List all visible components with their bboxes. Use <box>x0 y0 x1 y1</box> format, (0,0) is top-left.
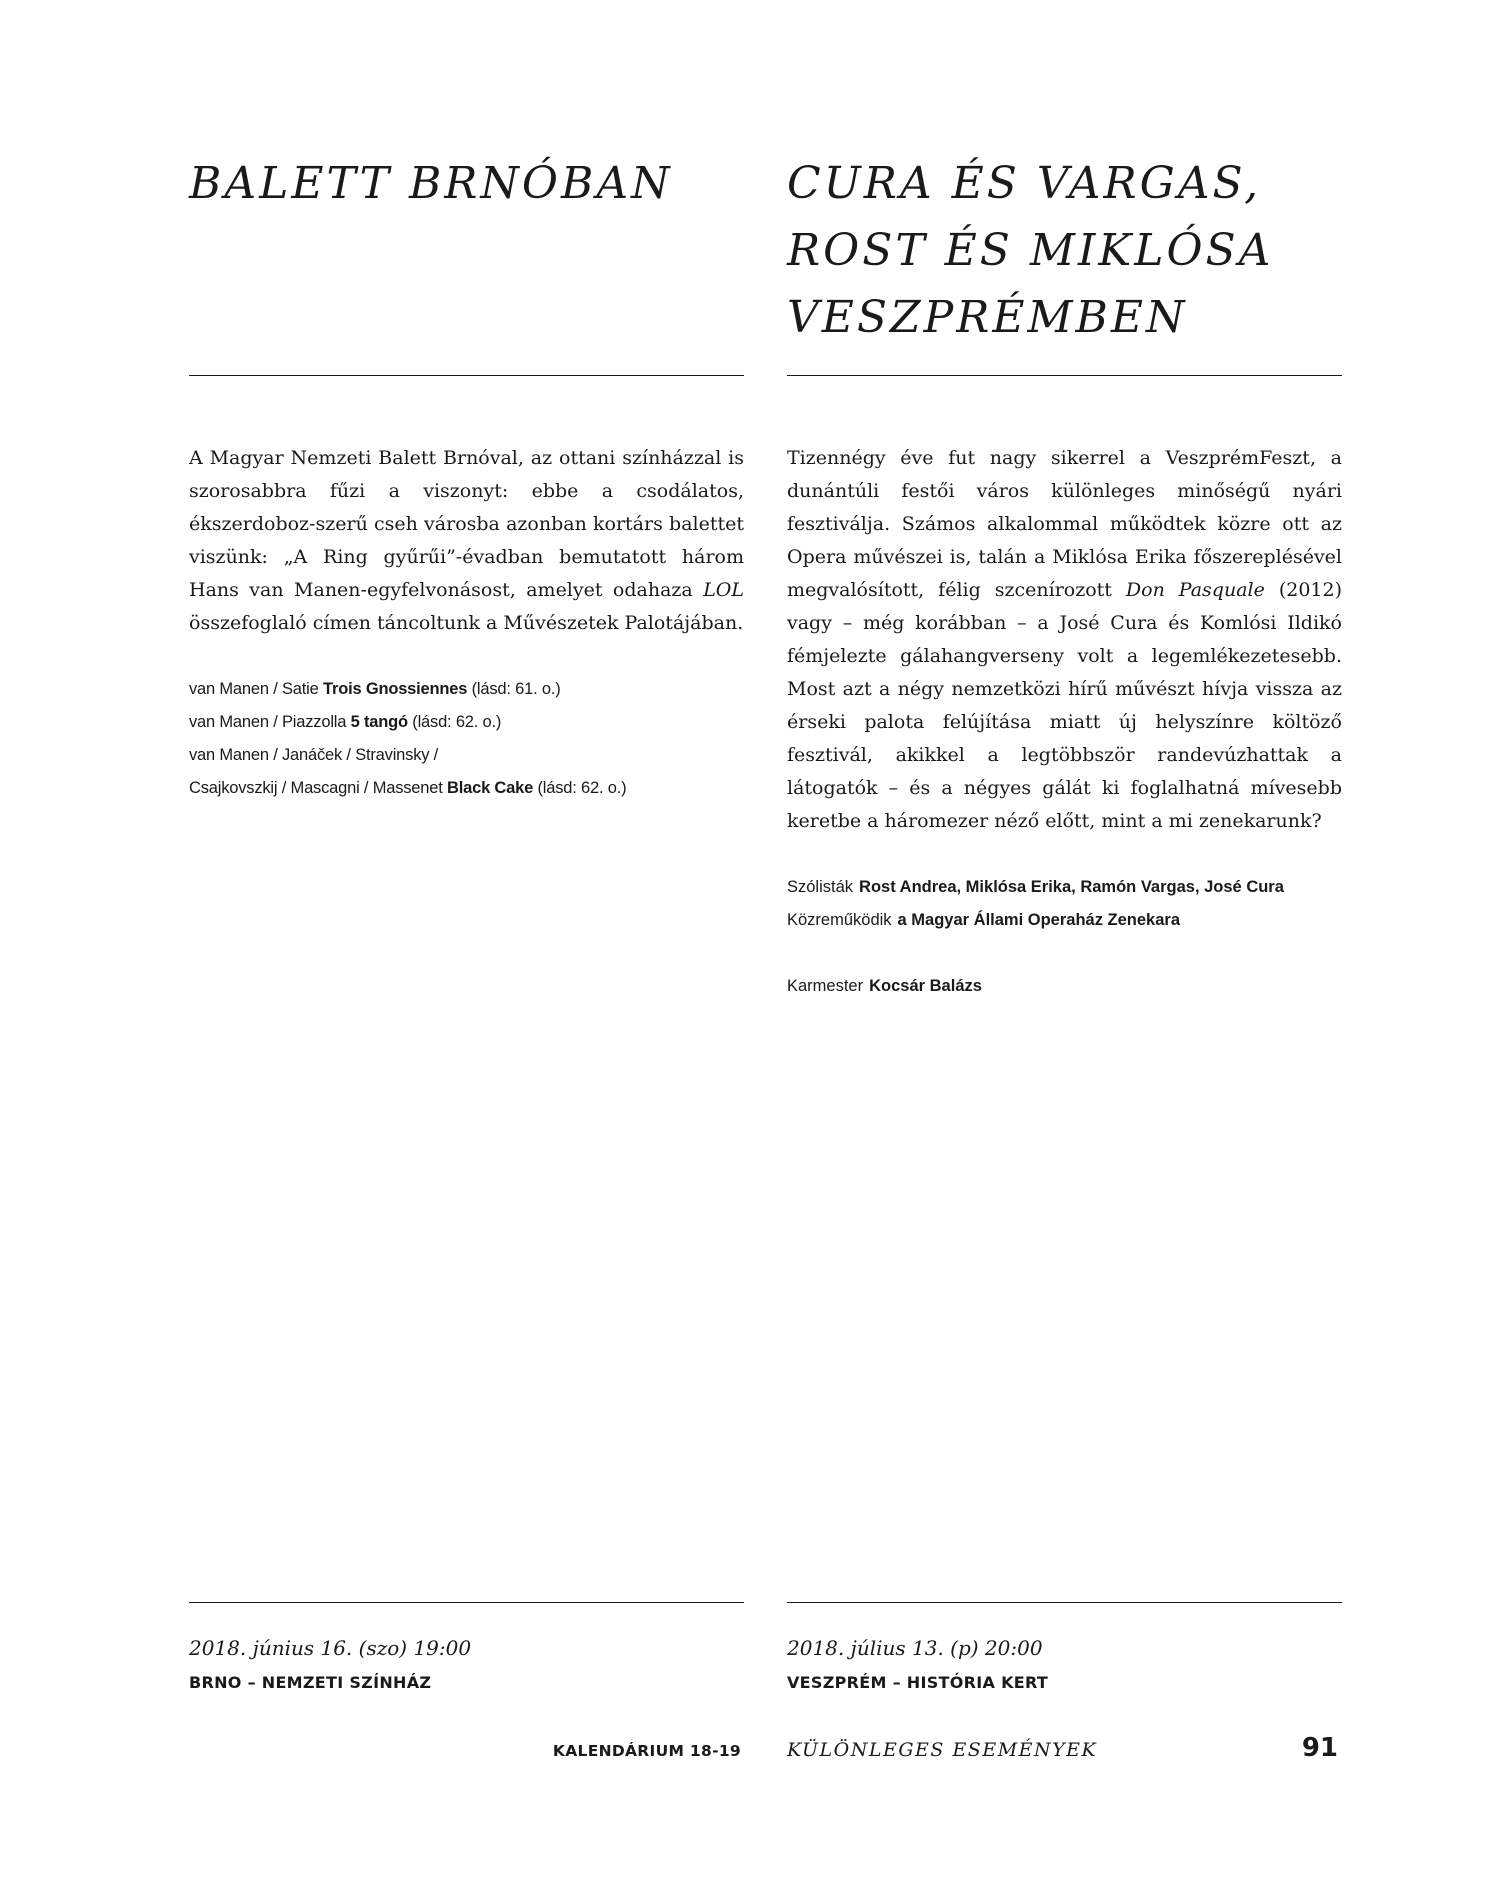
work-credit: van Manen / Satie <box>189 680 319 698</box>
work-item <box>189 673 744 706</box>
title-line: CURA ÉS VARGAS, <box>787 158 1262 209</box>
credit-row <box>787 904 1342 937</box>
left-article-body <box>189 442 744 640</box>
right-event-date: 2018. július 13. (p) 20:00 <box>787 1636 1043 1660</box>
work-item <box>189 706 744 739</box>
work-credit: van Manen / Piazzolla <box>189 713 347 731</box>
left-bottom-divider <box>189 1602 744 1603</box>
credit-row <box>787 871 1342 904</box>
work-page-ref: (lásd: 61. o.) <box>471 680 561 698</box>
footer-section-name: KÜLÖNLEGES ESEMÉNYEK <box>787 1739 1098 1761</box>
right-bottom-divider <box>787 1602 1342 1603</box>
page-number: 91 <box>1301 1733 1338 1763</box>
left-event-venue: BRNO – NEMZETI SZÍNHÁZ <box>189 1673 432 1692</box>
left-article-title: BALETT BRNÓBAN <box>189 158 673 209</box>
credit-value: a Magyar Állami Operaház Zenekara <box>897 911 1181 929</box>
title-line: ROST ÉS MIKLÓSA <box>787 225 1274 276</box>
credit-label: Karmester <box>787 977 864 995</box>
credit-value: Kocsár Balázs <box>869 977 982 995</box>
work-title: 5 tangó <box>350 713 408 731</box>
credit-value: Rost Andrea, Miklósa Erika, Ramón Vargas, José Cura <box>859 878 1284 896</box>
work-item <box>189 772 744 805</box>
right-article-body <box>787 442 1342 838</box>
work-item <box>189 739 744 772</box>
right-event-venue: VESZPRÉM – HISTÓRIA KERT <box>787 1673 1049 1692</box>
right-top-divider <box>787 375 1342 376</box>
footer-publication: KALENDÁRIUM 18-19 <box>552 1742 741 1760</box>
left-article <box>189 0 744 1890</box>
credit-row <box>787 970 1342 1003</box>
work-title: Trois Gnossiennes <box>323 680 468 698</box>
credit-label: Szólisták <box>787 878 854 896</box>
work-page-ref: (lásd: 62. o.) <box>412 713 502 731</box>
credit-label: Közreműködik <box>787 911 892 929</box>
left-body-text-1: A Magyar Nemzeti Balett Brnóval, az ottani színházzal is szorosabbra fűzi a viszonyt: ebbe a csodálatos, ékszerdoboz-szerű cseh városba azonban kortárs balettet viszünk: „A Ring gyűrűi”-évadban bemutatott három Hans van Manen-egyfelvonásost, amelyet odahaza <box>189 447 744 601</box>
work-page-ref: (lásd: 62. o.) <box>537 779 627 797</box>
right-body-text-2: (2012) vagy – még korábban – a José Cura és Komlósi Ildikó fémjelezte gálahangverseny volt a legemlékezetesebb. Most azt a négy nemzetközi hírű művészt hívja vissza az érseki palota felújítása miatt új helyszínre költöző fesztivál, akikkel a legtöbbször randevúzhattak a látogatók – és a négyes gálát ki foglalhatná mívesebb keretbe a háromezer néző előtt, mint a mi zenekarunk? <box>787 579 1343 832</box>
right-credits-list <box>787 871 1342 1003</box>
right-article-title <box>787 150 1342 351</box>
left-top-divider <box>189 375 744 376</box>
work-credit: van Manen / Janáček / Stravinsky / <box>189 746 439 764</box>
right-body-italic-title: Don Pasquale <box>1125 579 1265 601</box>
right-article <box>787 0 1342 1890</box>
left-body-italic-title: LOL <box>703 579 744 601</box>
left-event-date: 2018. június 16. (szo) 19:00 <box>189 1636 472 1660</box>
right-body-text-1: Tizennégy éve fut nagy sikerrel a VeszprémFeszt, a dunántúli festői város különleges minőségű nyári fesztiválja. Számos alkalommal működtek közre ott az Opera művészei is, talán a Miklósa Erika főszereplésével megvalósított, félig szcenírozott <box>787 447 1342 601</box>
title-line: VESZPRÉMBEN <box>787 292 1188 343</box>
left-body-text-2: összefoglaló címen táncoltunk a Művészetek Palotájában. <box>189 612 744 634</box>
work-title: Black Cake <box>447 779 534 797</box>
work-credit: Csajkovszkij / Mascagni / Massenet <box>189 779 443 797</box>
left-works-list <box>189 673 744 805</box>
